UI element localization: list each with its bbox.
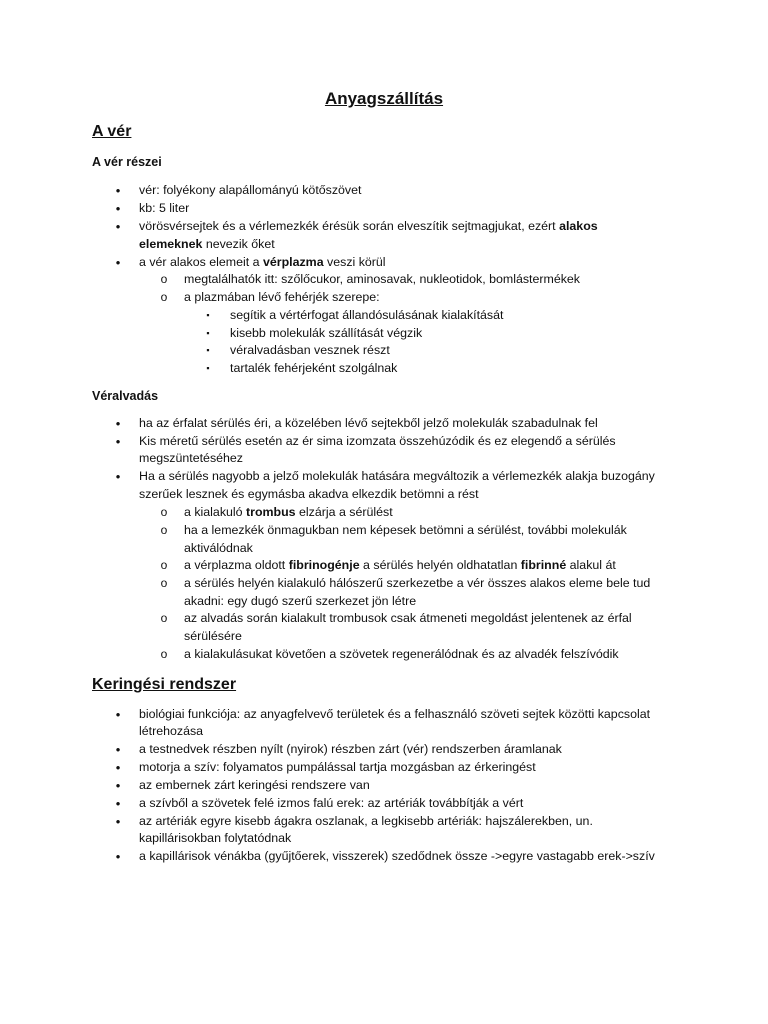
list-item-text: az artériák egyre kisebb ágakra oszlanak, a legkisebb artériák: hajszálerekben, un. [139,814,593,828]
list-item-text: Ha a sérülés nagyobb a jelző molekulák hatására megváltozik a vérlemezkék alakja buzogány [139,469,655,483]
subheading-veralvadas: Véralvadás [92,389,159,403]
subheading-ver-reszei: A vér részei [92,155,162,169]
list-item-text: Kis méretű sérülés esetén az ér sima izomzata összehúzódik és ez elegendő a sérülés [139,434,616,448]
bullet-icon: • [115,760,121,775]
circle-bullet-icon: o [160,523,168,537]
bullet-icon: • [115,796,121,811]
circle-bullet-icon: o [160,611,168,625]
bullet-icon: • [115,219,121,234]
list-item-text: létrehozása [139,724,204,738]
bullet-icon: • [115,778,121,793]
list-item-text: ha a lemezkék önmagukban nem képesek betömni a sérülést, további molekulák [184,523,627,537]
square-bullet-icon: ▪ [206,345,210,355]
list-item-text: a kialakuló trombus elzárja a sérülést [184,505,393,519]
square-bullet-icon: ▪ [206,363,210,373]
list-item-text: a szívből a szövetek felé izmos falú erek: az artériák továbbítják a vért [139,796,524,810]
list-item-text: kb: 5 liter [139,201,190,215]
list-item-text: kisebb molekulák szállítását végzik [230,326,423,340]
list-item-text: tartalék fehérjeként szolgálnak [230,361,398,375]
circle-bullet-icon: o [160,647,168,661]
list-item-text: véralvadásban vesznek részt [230,343,390,357]
list-item-text: biológiai funkciója: az anyagfelvevő területek és a felhasználó szöveti sejtek közötti kapcsolat [139,707,651,721]
list-item-text: a sérülés helyén kialakuló hálószerű szerkezetbe a vér összes alakos eleme bele tud [184,576,651,590]
list-item-text: szerűek lesznek és egymásba akadva elkezdik betömni a rést [139,487,479,501]
bullet-icon: • [115,469,121,484]
square-bullet-icon: ▪ [206,328,210,338]
bullet-icon: • [115,183,121,198]
bullet-icon: • [115,814,121,829]
list-item-text: az alvadás során kialakult trombusok csak átmeneti megoldást jelentenek az érfal [184,611,632,625]
list-item-text: segítik a vértérfogat állandósulásának kialakítását [230,308,504,322]
bullet-icon: • [115,434,121,449]
list-item-text: a testnedvek részben nyílt (nyirok) részben zárt (vér) rendszerben áramlanak [139,742,562,756]
list-item-text: sérülésére [184,629,242,643]
list-item-text: a plazmában lévő fehérjék szerepe: [184,290,380,304]
circle-bullet-icon: o [160,272,168,286]
bullet-icon: • [115,707,121,722]
circle-bullet-icon: o [160,558,168,572]
list-item-text: a kialakulásukat követően a szövetek regenerálódnak és az alvadék felszívódik [184,647,619,661]
list-item-text: vér: folyékony alapállományú kötőszövet [139,183,362,197]
list-item-text: kapillárisokban folytatódnak [139,831,292,845]
bullet-icon: • [115,201,121,216]
circle-bullet-icon: o [160,505,168,519]
page-title: Anyagszállítás [324,89,444,108]
bullet-icon: • [115,255,121,270]
list-item-text: az embernek zárt keringési rendszere van [139,778,370,792]
list-item-text: ha az érfalat sérülés éri, a közelében lévő sejtekből jelző molekulák szabadulnak fel [139,416,598,430]
bullet-icon: • [115,849,121,864]
list-item-text: a vérplazma oldott fibrinogénje a sérülés helyén oldhatatlan fibrinné alakul át [184,558,616,572]
list-item-text: aktiválódnak [184,541,253,555]
list-item-text: a kapillárisok vénákba (gyűjtőerek, visszerek) szedődnek össze ->egyre vastagabb erek->szív [139,849,655,863]
list-item-text: vörösvérsejtek és a vérlemezkék érésük során elveszítik sejtmagjukat, ezért alakos [139,219,598,233]
list-item-text: megszüntetéséhez [139,451,244,465]
circle-bullet-icon: o [160,290,168,304]
square-bullet-icon: ▪ [206,310,210,320]
list-item-text: akadni: egy dugó szerű szerkezet jön létre [184,594,417,608]
bullet-icon: • [115,416,121,431]
circle-bullet-icon: o [160,576,168,590]
section-heading-keringes: Keringési rendszer [92,676,237,693]
list-item-text: motorja a szív: folyamatos pumpálással tartja mozgásban az érkeringést [139,760,536,774]
list-item-text: elemeknek nevezik őket [139,237,275,251]
list-item-text: megtalálhatók itt: szőlőcukor, aminosavak, nukleotidok, bomlástermékek [184,272,581,286]
bullet-icon: • [115,742,121,757]
section-heading-ver: A vér [92,123,132,140]
list-item-text: a vér alakos elemeit a vérplazma veszi körül [139,255,386,269]
